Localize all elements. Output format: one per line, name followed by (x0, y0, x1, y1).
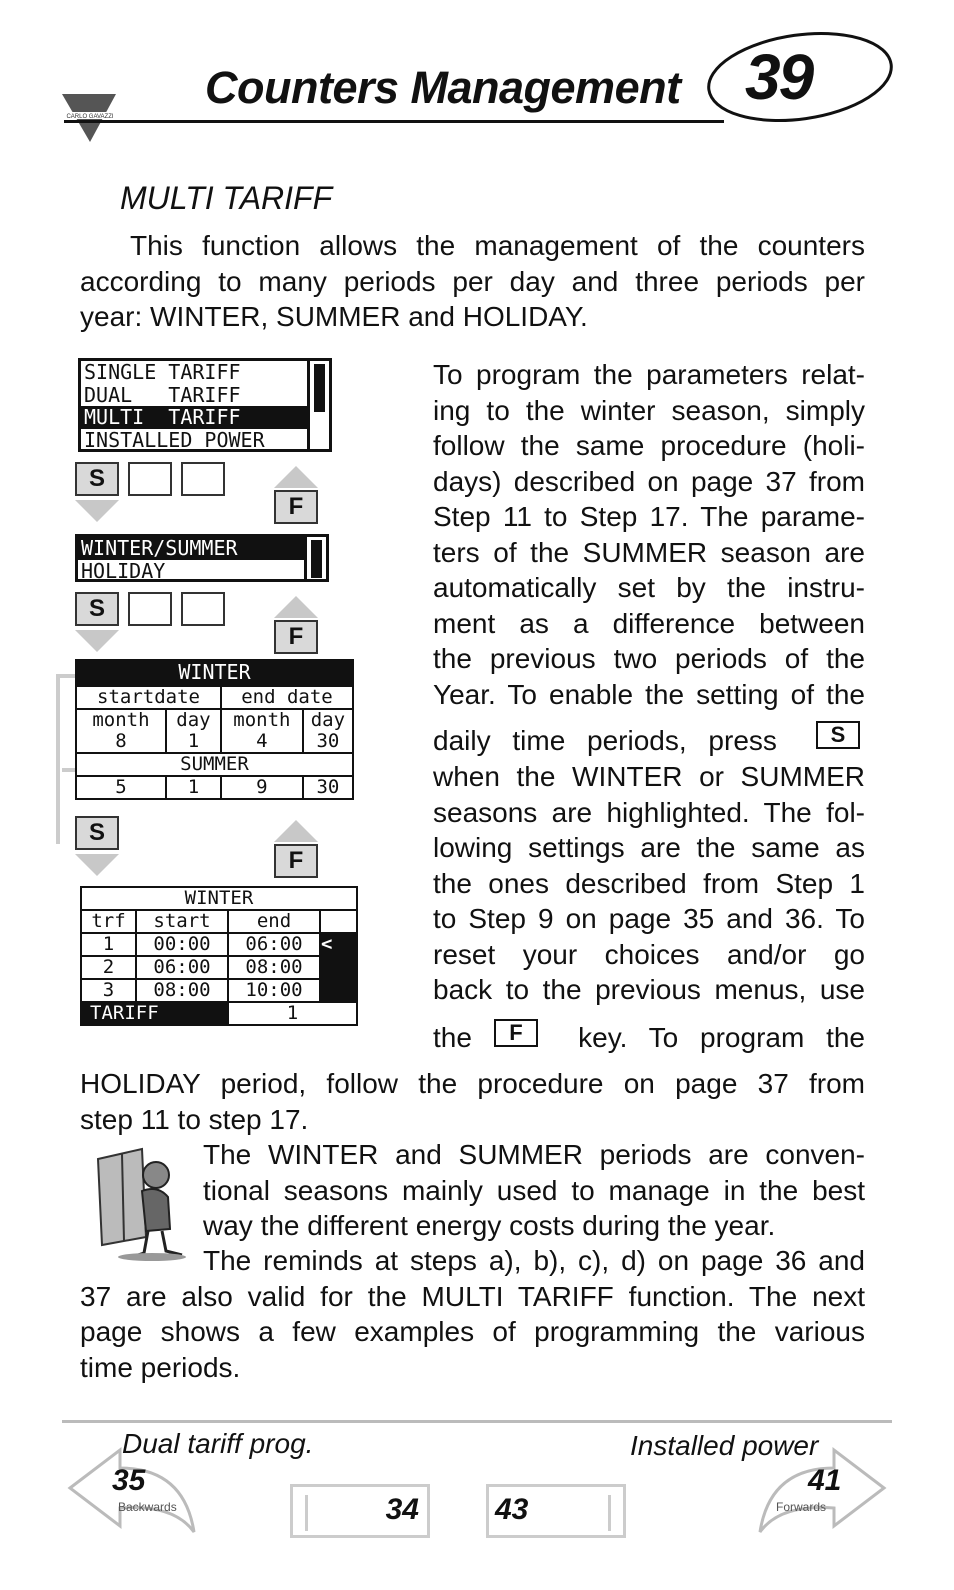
intro-line: according to many periods per day and three periods per (80, 265, 865, 297)
first-page-number[interactable]: 34 (385, 1493, 419, 1526)
table-row[interactable] (81, 956, 357, 979)
text-line: time periods. (80, 1351, 241, 1383)
col-header-trf: trf (81, 910, 136, 933)
arrow-down-icon (75, 500, 119, 522)
footer-rule (62, 1420, 892, 1423)
text-line: Year. To enable the setting of the (433, 678, 865, 710)
intro-paragraph (80, 228, 865, 335)
page-title: Counters Management (205, 62, 681, 113)
flow-bracket-mid (62, 768, 76, 772)
col-header-blank (320, 910, 357, 933)
text-line: when the WINTER or SUMMER (433, 761, 865, 792)
svg-text:CARLO GAVAZZI: CARLO GAVAZZI (66, 114, 114, 120)
f-key[interactable]: F (274, 844, 318, 878)
text-line: To program the parameters relat- (433, 359, 865, 390)
tariff-cell: 08:00 (228, 956, 320, 979)
season-title: WINTER (75, 659, 354, 685)
tariff-cell: 3 (81, 979, 136, 1002)
winter-end-month[interactable]: month 4 (221, 709, 303, 753)
menu-item-single-tariff[interactable]: SINGLE TARIFF (84, 360, 241, 384)
tariff-cell: 06:00 (136, 956, 228, 979)
arrow-down-icon (75, 630, 119, 652)
text-line: HOLIDAY period, follow the procedure on page 37 from (80, 1068, 865, 1099)
tariff-footer-value[interactable]: 1 (228, 1002, 357, 1025)
tariff-cell: 00:00 (136, 933, 228, 956)
text-line: back to the previous menus, use (433, 974, 865, 1005)
text-line: ment as a difference between (433, 607, 865, 639)
arrow-down-icon (75, 854, 119, 876)
text-line: The WINTER and SUMMER periods are conven- (203, 1139, 865, 1170)
menu-item-dual-tariff[interactable]: DUAL TARIFF (84, 382, 241, 407)
header-rule (64, 120, 724, 123)
text-line: the previous two periods of the (433, 643, 865, 674)
winter-start-month[interactable]: month 8 (76, 709, 166, 753)
tariff-footer-label: TARIFF (81, 1002, 228, 1025)
closing-paragraph (80, 1243, 865, 1385)
f-key[interactable]: F (274, 620, 318, 654)
menu-item-multi-tariff[interactable]: MULTI TARIFF (81, 406, 307, 429)
text-line: follow the same procedure (holi- (433, 430, 865, 461)
note-paragraph (203, 1137, 865, 1244)
section-title: MULTI TARIFF (120, 180, 333, 216)
key-line-s (433, 723, 865, 759)
right-column-text (433, 357, 865, 712)
arrow-up-icon (274, 466, 318, 488)
flow-bracket (56, 674, 76, 844)
blank-key[interactable] (128, 462, 172, 496)
end-date-header: end date (221, 686, 353, 709)
tariff-cell: 06:00 (228, 933, 320, 956)
text-line: way the different energy costs during the year. (203, 1210, 776, 1241)
s-key[interactable]: S (75, 462, 119, 496)
season-dates-display (75, 659, 354, 800)
text-line: seasons are highlighted. The fol- (433, 796, 865, 828)
text-line: step 11 to step 17. (80, 1103, 309, 1135)
blank-key[interactable] (128, 592, 172, 626)
blank-key[interactable] (181, 462, 225, 496)
f-key-inline: F (494, 1019, 538, 1047)
s-key[interactable]: S (75, 816, 119, 850)
row-marker (320, 933, 357, 1002)
selection-marker-icon: < (321, 933, 333, 955)
text-line: automatically set by the instru- (433, 572, 865, 603)
menu-item-winter-summer[interactable]: WINTER/SUMMER (78, 537, 304, 560)
season-dates-table (75, 685, 354, 800)
text-line: The reminds at steps a), b), c), d) on page 36 and (203, 1245, 865, 1276)
menu-scrollbar[interactable] (307, 361, 329, 449)
box-divider (305, 1495, 308, 1531)
intro-line: year: WINTER, SUMMER and HOLIDAY. (80, 301, 588, 332)
text-line: days) described on page 37 from (433, 465, 865, 497)
summer-label: SUMMER (76, 753, 353, 776)
f-key[interactable]: F (274, 490, 318, 524)
menu-scrollbar[interactable] (304, 537, 326, 579)
table-row[interactable] (81, 979, 357, 1002)
scrollbar-thumb[interactable] (314, 364, 325, 412)
forward-word: Forwards (776, 1500, 827, 1514)
s-key-inline: S (816, 721, 860, 749)
menu-item-holiday[interactable]: HOLIDAY (81, 558, 166, 583)
tariff-cell: 2 (81, 956, 136, 979)
text-line: lowing settings are the same as (433, 832, 865, 863)
summer-end-month[interactable]: 9 (221, 776, 303, 799)
back-word: Backwards (118, 1500, 177, 1514)
text-line: daily time periods, press (433, 725, 777, 756)
text-line: ing to the winter season, simply (433, 394, 865, 426)
last-page-box[interactable] (486, 1484, 626, 1538)
back-page-number[interactable]: 35 (112, 1464, 146, 1497)
start-date-header: startdate (76, 686, 221, 709)
right-column-text-2 (433, 759, 865, 1008)
text-line: page shows a few examples of programming the various (80, 1316, 865, 1347)
col-header-start: start (136, 910, 228, 933)
blank-key[interactable] (181, 592, 225, 626)
winter-start-day[interactable]: day 1 (166, 709, 221, 753)
menu-item-installed-power[interactable]: INSTALLED POWER (84, 427, 265, 452)
col-header-end: end (228, 910, 320, 933)
tariff-table-title: WINTER (81, 887, 357, 910)
tariff-periods-display (80, 886, 358, 1026)
summer-end-day[interactable]: 30 (303, 776, 353, 799)
season-menu-display (75, 534, 329, 582)
tariff-cell: 1 (81, 933, 136, 956)
forward-link-label[interactable]: Installed power (630, 1430, 819, 1461)
main-menu-display (78, 358, 332, 452)
text-line: to Step 9 on page 35 and 36. To (433, 903, 865, 934)
text-line: ters of the SUMMER season are (433, 536, 865, 568)
tariff-cell: 08:00 (136, 979, 228, 1002)
text-line: tional seasons mainly used to manage in the best (203, 1174, 865, 1206)
forward-page-number[interactable]: 41 (808, 1464, 842, 1497)
text-line: Step 11 to Step 17. The parame- (433, 501, 865, 532)
continuation-paragraph (80, 1066, 865, 1137)
arrow-up-icon (274, 596, 318, 618)
text-line: reset your choices and/or go (433, 938, 865, 970)
winter-end-day[interactable]: day 30 (303, 709, 353, 753)
s-key[interactable]: S (75, 592, 119, 626)
text-line: the (433, 1022, 472, 1053)
box-divider (608, 1495, 611, 1531)
summer-start-month[interactable]: 5 (76, 776, 166, 799)
tariff-periods-table (80, 886, 358, 1026)
summer-start-day[interactable]: 1 (166, 776, 221, 799)
text-line: key. To program the (578, 1022, 865, 1053)
text-line: the ones described from Step 1 (433, 867, 865, 899)
tariff-cell: 10:00 (228, 979, 320, 1002)
back-link-label[interactable]: Dual tariff prog. (122, 1428, 314, 1459)
key-line-f (433, 1020, 865, 1056)
table-row[interactable] (81, 933, 357, 956)
last-page-number[interactable]: 43 (495, 1493, 529, 1526)
text-line: 37 are also valid for the MULTI TARIFF function. The next (80, 1280, 865, 1312)
intro-line: This function allows the management of the counters (130, 230, 865, 261)
page-number: 39 (745, 41, 813, 113)
scrollbar-thumb[interactable] (311, 540, 322, 578)
first-page-box[interactable] (290, 1484, 430, 1538)
arrow-up-icon (274, 820, 318, 842)
